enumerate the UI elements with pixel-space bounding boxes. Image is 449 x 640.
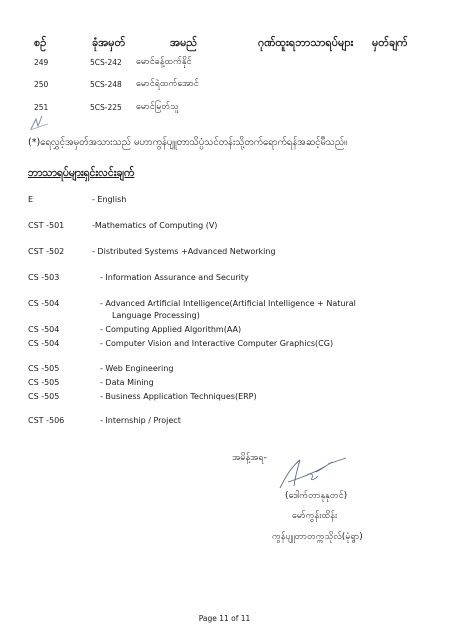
legend-desc: - Internship / Project [100, 416, 181, 425]
row-roll: 5CS-248 [90, 80, 122, 89]
handwritten-signature [270, 452, 350, 494]
legend-code: CS -505 [28, 378, 60, 387]
legend-desc: - Computer Vision and Interactive Computer Graphics(CG) [100, 339, 334, 348]
legend-code: CST -506 [28, 416, 65, 425]
row-no: 249 [34, 58, 49, 67]
order-label: အမိန့်အရ- [232, 453, 267, 463]
header-name: အမည် [170, 36, 198, 49]
legend-desc: - Advanced Artificial Intelligence(Artificial Intelligence + Natural [100, 299, 356, 308]
pencil-mark [28, 110, 52, 132]
legend-desc: - Data Mining [100, 378, 154, 387]
row-no: 251 [34, 103, 49, 112]
legend-code: CS -504 [28, 325, 60, 334]
row-no: 250 [34, 80, 49, 89]
legend-code: CS -503 [28, 273, 60, 282]
header-no: စဉ် [34, 36, 47, 49]
row-name: မောင်ခန့်ထက်နိုင် [136, 57, 192, 67]
row-roll: 5CS-225 [90, 103, 122, 112]
signatory-org: ကွန်ပျူတာတက္ကသိုလ်(မုံရွာ) [272, 532, 363, 542]
legend-desc: -Mathematics of Computing (V) [92, 221, 218, 230]
legend-code: CS -505 [28, 392, 60, 401]
header-roll: ခုံအမှတ် [92, 36, 126, 49]
legend-desc: - Business Application Techniques(ERP) [100, 392, 257, 401]
page-footer: Page 11 of 11 [198, 614, 251, 623]
legend-desc-continued: Language Processing) [112, 311, 200, 320]
legend-code: CS -504 [28, 339, 60, 348]
legend-code: E [28, 195, 34, 204]
row-roll: 5CS-242 [90, 58, 122, 67]
header-remark: မှတ်ချက် [372, 36, 408, 49]
legend-desc: - Computing Applied Algorithm(AA) [100, 325, 242, 334]
signatory-name: (ဒေါက်တာနုနုတင်) [285, 491, 348, 501]
legend-desc: - English [92, 195, 127, 204]
legend-code: CS -504 [28, 299, 60, 308]
legend-title: ဘာသာရပ်များရှင်းလင်းချက် [28, 167, 135, 179]
legend-desc: - Distributed Systems +Advanced Networking [92, 247, 276, 256]
legend-code: CST -502 [28, 247, 65, 256]
row-name: မောင်မြတ်သူ [136, 102, 179, 112]
signatory-title: မော်ကွန်းထိန်း [292, 511, 338, 521]
legend-desc: - Information Assurance and Security [100, 273, 249, 282]
note-text: (*)ရေလွှင့်အမှတ်အသားသည် မဟာကွန်ပျူတာသိပ္ပံသင်တန်းသို့တက်ရောက်ရန်အဆင့်မီသည်။ [28, 137, 348, 148]
legend-desc: - Web Engineering [100, 364, 174, 373]
row-name: မောင်ရဲထက်အောင် [136, 79, 199, 89]
legend-code: CS -505 [28, 364, 60, 373]
header-subjects: ဂုဏ်ထူးရဘာသာရပ်များ [258, 36, 354, 49]
legend-code: CST -501 [28, 221, 65, 230]
